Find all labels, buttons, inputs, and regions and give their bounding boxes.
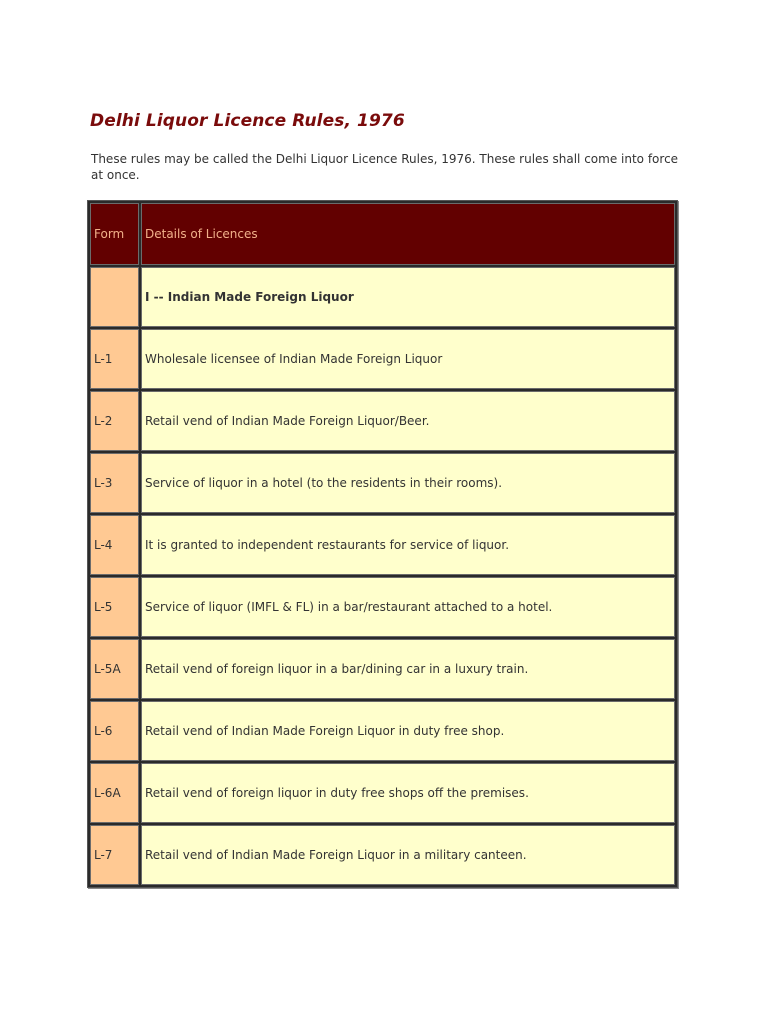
details-cell: Retail vend of foreign liquor in a bar/dining car in a luxury train. (141, 639, 675, 699)
details-cell: Retail vend of Indian Made Foreign Liquor/Beer. (141, 391, 675, 451)
section-row (90, 267, 675, 327)
licence-table (87, 200, 678, 888)
form-cell: L-7 (90, 825, 139, 885)
form-cell: L-2 (90, 391, 139, 451)
table-header-row (90, 203, 675, 265)
intro-paragraph: These rules may be called the Delhi Liquor Licence Rules, 1976. These rules shall come into force at once. (91, 152, 679, 182)
table-row (90, 515, 675, 575)
table-row (90, 701, 675, 761)
table-row (90, 763, 675, 823)
details-cell: Service of liquor (IMFL & FL) in a bar/restaurant attached to a hotel. (141, 577, 675, 637)
table-row (90, 577, 675, 637)
table-row (90, 639, 675, 699)
form-cell: L-5A (90, 639, 139, 699)
form-cell: L-3 (90, 453, 139, 513)
form-cell: L-6A (90, 763, 139, 823)
page-title: Delhi Liquor Licence Rules, 1976 (90, 111, 405, 131)
section-form-cell (90, 267, 139, 327)
header-form: Form (90, 203, 139, 265)
details-cell: Wholesale licensee of Indian Made Foreign Liquor (141, 329, 675, 389)
section-heading: I -- Indian Made Foreign Liquor (141, 267, 675, 327)
table-row (90, 329, 675, 389)
table-row (90, 825, 675, 885)
details-cell: Retail vend of Indian Made Foreign Liquor in duty free shop. (141, 701, 675, 761)
details-cell: It is granted to independent restaurants for service of liquor. (141, 515, 675, 575)
details-cell: Retail vend of foreign liquor in duty free shops off the premises. (141, 763, 675, 823)
details-cell: Service of liquor in a hotel (to the residents in their rooms). (141, 453, 675, 513)
table-row (90, 391, 675, 451)
details-cell: Retail vend of Indian Made Foreign Liquor in a military canteen. (141, 825, 675, 885)
form-cell: L-1 (90, 329, 139, 389)
form-cell: L-5 (90, 577, 139, 637)
form-cell: L-4 (90, 515, 139, 575)
table-row (90, 453, 675, 513)
header-details: Details of Licences (141, 203, 675, 265)
form-cell: L-6 (90, 701, 139, 761)
